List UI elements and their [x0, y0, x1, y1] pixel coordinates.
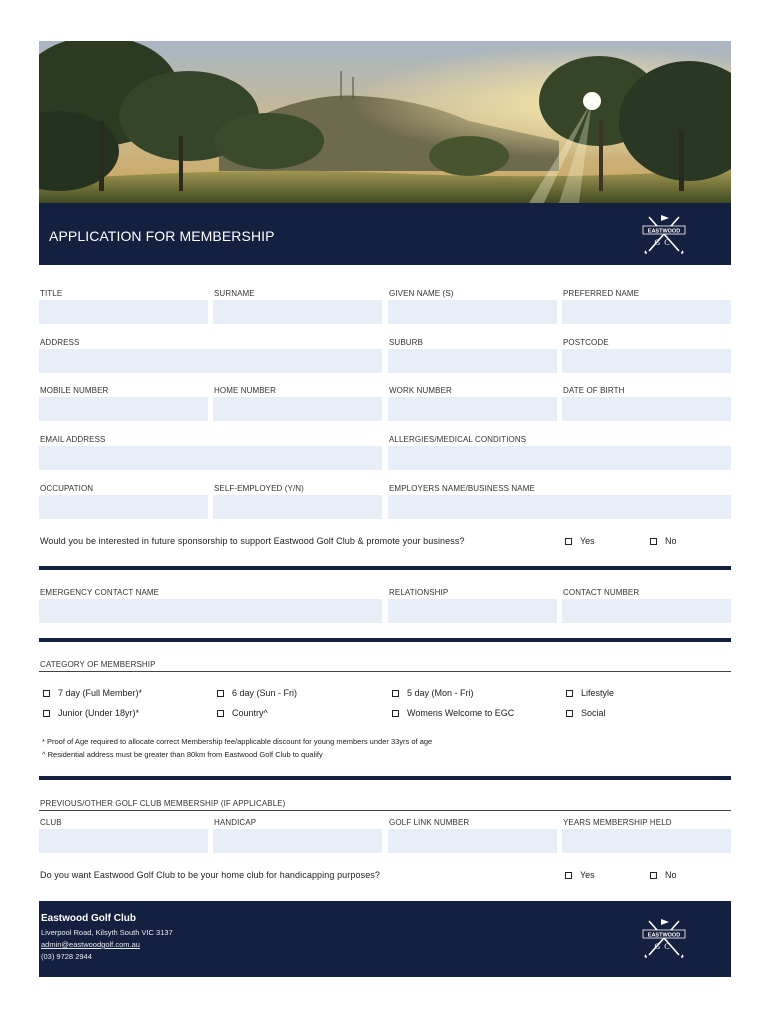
address-field[interactable] — [39, 349, 382, 373]
club-logo — [641, 213, 687, 255]
self-employed-field[interactable] — [213, 495, 382, 519]
checkbox-icon — [392, 690, 399, 697]
heading-underline — [39, 671, 731, 672]
occupation-label: OCCUPATION — [40, 484, 94, 493]
suburb-field[interactable] — [388, 349, 557, 373]
title-field[interactable] — [39, 300, 208, 324]
checkbox-icon — [43, 690, 50, 697]
previous-membership-heading: PREVIOUS/OTHER GOLF CLUB MEMBERSHIP (IF APPLICABLE) — [40, 799, 286, 808]
work-number-label: WORK NUMBER — [389, 386, 452, 395]
title-label: TITLE — [40, 289, 63, 298]
sponsorship-question: Would you be interested in future sponsorship to support Eastwood Golf Club & promote your business? — [40, 536, 465, 546]
postcode-label: POSTCODE — [563, 338, 609, 347]
checkbox-icon — [392, 710, 399, 717]
contact-number-field[interactable] — [562, 599, 731, 623]
checkbox-label: 6 day (Sun - Fri) — [232, 688, 298, 698]
checkbox-label: Yes — [580, 870, 595, 880]
checkbox-label: No — [665, 870, 677, 880]
category-5-day-checkbox[interactable] — [392, 688, 474, 698]
category-junior-checkbox[interactable] — [43, 708, 139, 718]
employer-field[interactable] — [388, 495, 731, 519]
emergency-name-label: EMERGENCY CONTACT NAME — [40, 588, 160, 597]
checkbox-icon — [566, 710, 573, 717]
footer — [39, 901, 731, 977]
category-lifestyle-checkbox[interactable] — [566, 688, 614, 698]
club-email-link[interactable]: admin@eastwoodgolf.com.au — [41, 940, 140, 949]
relationship-label: RELATIONSHIP — [389, 588, 449, 597]
checkbox-icon — [650, 538, 657, 545]
checkbox-label: No — [665, 536, 677, 546]
allergies-label: ALLERGIES/MEDICAL CONDITIONS — [389, 435, 527, 444]
svg-text:GC: GC — [654, 942, 674, 951]
home-number-label: HOME NUMBER — [214, 386, 276, 395]
checkbox-label: Country^ — [232, 708, 268, 718]
checkbox-icon — [650, 872, 657, 879]
handicap-label: HANDICAP — [214, 818, 257, 827]
membership-form — [39, 41, 731, 961]
years-held-label: YEARS MEMBERSHIP HELD — [563, 818, 672, 827]
club-phone: (03) 9728 2944 — [41, 952, 92, 961]
checkbox-icon — [566, 690, 573, 697]
section-divider — [39, 566, 731, 570]
work-number-field[interactable] — [388, 397, 557, 421]
section-divider — [39, 776, 731, 780]
golf-link-label: GOLF LINK NUMBER — [389, 818, 470, 827]
checkbox-label: Social — [581, 708, 606, 718]
relationship-field[interactable] — [388, 599, 557, 623]
given-names-field[interactable] — [388, 300, 557, 324]
category-womens-checkbox[interactable] — [392, 708, 514, 718]
club-field[interactable] — [39, 829, 208, 853]
handicap-field[interactable] — [213, 829, 382, 853]
sponsorship-no-checkbox[interactable] — [650, 536, 677, 546]
category-6-day-checkbox[interactable] — [217, 688, 297, 698]
contact-number-label: CONTACT NUMBER — [563, 588, 640, 597]
mobile-label: MOBILE NUMBER — [40, 386, 109, 395]
dob-label: DATE OF BIRTH — [563, 386, 625, 395]
preferred-name-label: PREFERRED NAME — [563, 289, 640, 298]
occupation-field[interactable] — [39, 495, 208, 519]
postcode-field[interactable] — [562, 349, 731, 373]
category-7-day-checkbox[interactable] — [43, 688, 142, 698]
checkbox-icon — [217, 710, 224, 717]
allergies-field[interactable] — [388, 446, 731, 470]
home-club-no-checkbox[interactable] — [650, 870, 677, 880]
self-employed-label: SELF-EMPLOYED (Y/N) — [214, 484, 304, 493]
golf-link-field[interactable] — [388, 829, 557, 853]
svg-text:EASTWOOD: EASTWOOD — [647, 932, 681, 939]
checkbox-icon — [565, 538, 572, 545]
club-name: Eastwood Golf Club — [41, 913, 136, 924]
checkbox-label: Yes — [580, 536, 595, 546]
checkbox-label: 7 day (Full Member)* — [58, 688, 143, 698]
given-names-label: GIVEN NAME (S) — [389, 289, 454, 298]
hero-landscape-image — [39, 41, 731, 203]
section-divider — [39, 638, 731, 642]
checkbox-label: Womens Welcome to EGC — [407, 708, 515, 718]
checkbox-label: Lifestyle — [581, 688, 615, 698]
sponsorship-yes-checkbox[interactable] — [565, 536, 595, 546]
emergency-name-field[interactable] — [39, 599, 382, 623]
category-country-checkbox[interactable] — [217, 708, 268, 718]
surname-field[interactable] — [213, 300, 382, 324]
svg-text:EASTWOOD: EASTWOOD — [647, 228, 681, 235]
checkbox-icon — [565, 872, 572, 879]
email-label: EMAIL ADDRESS — [40, 435, 106, 444]
address-label: ADDRESS — [40, 338, 80, 347]
employer-label: EMPLOYERS NAME/BUSINESS NAME — [389, 484, 535, 493]
checkbox-icon — [217, 690, 224, 697]
category-social-checkbox[interactable] — [566, 708, 606, 718]
club-address: Liverpool Road, Kilsyth South VIC 3137 — [41, 928, 173, 937]
form-header — [39, 203, 731, 265]
dob-field[interactable] — [562, 397, 731, 421]
suburb-label: SUBURB — [389, 338, 423, 347]
preferred-name-field[interactable] — [562, 300, 731, 324]
mobile-field[interactable] — [39, 397, 208, 421]
surname-label: SURNAME — [214, 289, 255, 298]
page-title: APPLICATION FOR MEMBERSHIP — [49, 228, 275, 244]
svg-text:GC: GC — [654, 238, 674, 247]
email-field[interactable] — [39, 446, 382, 470]
checkbox-label: 5 day (Mon - Fri) — [407, 688, 474, 698]
home-club-yes-checkbox[interactable] — [565, 870, 595, 880]
home-number-field[interactable] — [213, 397, 382, 421]
age-proof-note: * Proof of Age required to allocate correct Membership fee/applicable discount for young members under 33yrs of age — [42, 737, 433, 746]
home-club-question: Do you want Eastwood Golf Club to be your home club for handicapping purposes? — [40, 870, 380, 880]
checkbox-label: Junior (Under 18yr)* — [58, 708, 140, 718]
club-label: CLUB — [40, 818, 62, 827]
checkbox-icon — [43, 710, 50, 717]
footer-logo — [641, 917, 687, 959]
residential-note: ^ Residential address must be greater than 80km from Eastwood Golf Club to qualify — [42, 750, 323, 759]
heading-underline — [39, 810, 731, 811]
years-held-field[interactable] — [562, 829, 731, 853]
category-heading: CATEGORY OF MEMBERSHIP — [40, 660, 156, 669]
